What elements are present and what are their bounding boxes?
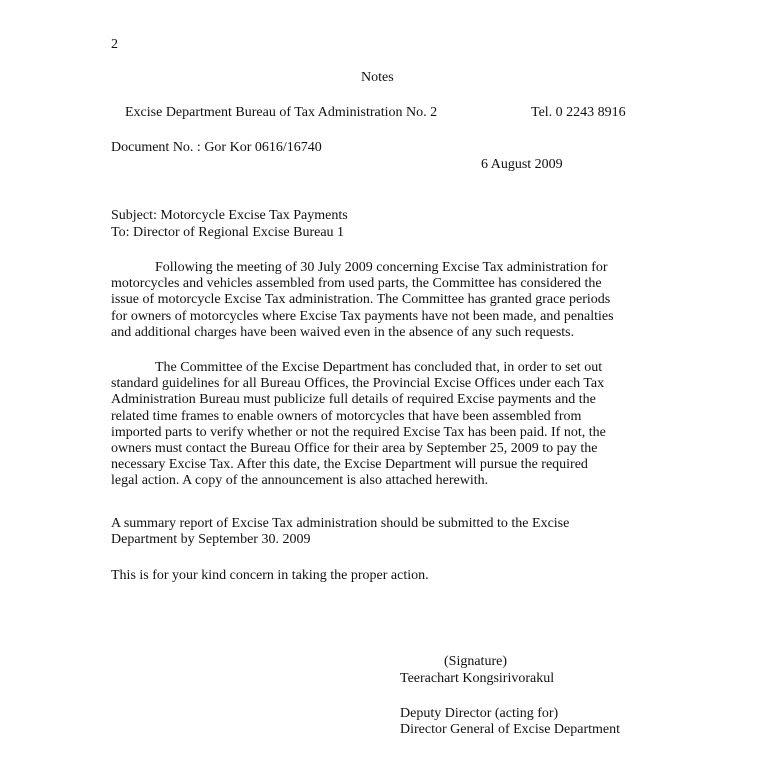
paragraph-line: legal action. A copy of the announcement is also attached herewith. (111, 473, 489, 489)
subject-line: Subject: Motorcycle Excise Tax Payments (111, 208, 348, 223)
paragraph-line: imported parts to verify whether or not the required Excise Tax has been paid. If not, the (111, 424, 606, 440)
paragraph-line: A summary report of Excise Tax administration should be submitted to the Excise (111, 516, 570, 531)
page-number: 2 (111, 37, 118, 52)
signatory-title: Director General of Excise Department (400, 722, 621, 737)
paragraph-line: related time frames to enable owners of motorcycles that have been assembled from (111, 408, 582, 424)
body-paragraph-1 (111, 260, 649, 341)
body-paragraph-4 (111, 568, 649, 584)
paragraph-line: for owners of motorcycles where Excise Tax payments have not been made, and penalties (111, 308, 614, 324)
document-date: 6 August 2009 (481, 157, 563, 172)
paragraph-line: Administration Bureau must publicize full details of required Excise payments and the (111, 392, 596, 408)
body-paragraph-3 (111, 516, 649, 548)
paragraph-line: This is for your kind concern in taking the proper action. (111, 568, 429, 583)
paragraph-line: motorcycles and vehicles assembled from used parts, the Committee has considered the (111, 276, 602, 292)
signatory-name: Teerachart Kongsirivorakul (400, 671, 555, 686)
paragraph-line: necessary Excise Tax. After this date, the Excise Department will pursue the required (111, 457, 588, 473)
paragraph-line: standard guidelines for all Bureau Offices, the Provincial Excise Offices under each Tax (111, 376, 605, 392)
paragraph-line: Department by September 30. 2009 (111, 532, 311, 548)
sender-name: Excise Department Bureau of Tax Administration No. 2 (125, 105, 438, 120)
document-number: Document No. : Gor Kor 0616/16740 (111, 140, 322, 155)
paragraph-line: owners must contact the Bureau Office for their area by September 25, 2009 to pay the (111, 441, 598, 457)
recipient-line: To: Director of Regional Excise Bureau 1 (111, 225, 345, 240)
document-heading: Notes (361, 70, 394, 85)
paragraph-line: Following the meeting of 30 July 2009 concerning Excise Tax administration for (155, 260, 608, 275)
signature-mark: (Signature) (444, 654, 507, 669)
signatory-position: Deputy Director (acting for) (400, 706, 559, 721)
paragraph-line: The Committee of the Excise Department has concluded that, in order to set out (155, 360, 603, 375)
sender-tel: Tel. 0 2243 8916 (531, 105, 626, 120)
paragraph-line: issue of motorcycle Excise Tax administration. The Committee has granted grace periods (111, 292, 611, 308)
paragraph-line: and additional charges have been waived even in the absence of any such requests. (111, 324, 575, 340)
body-paragraph-2 (111, 360, 649, 490)
